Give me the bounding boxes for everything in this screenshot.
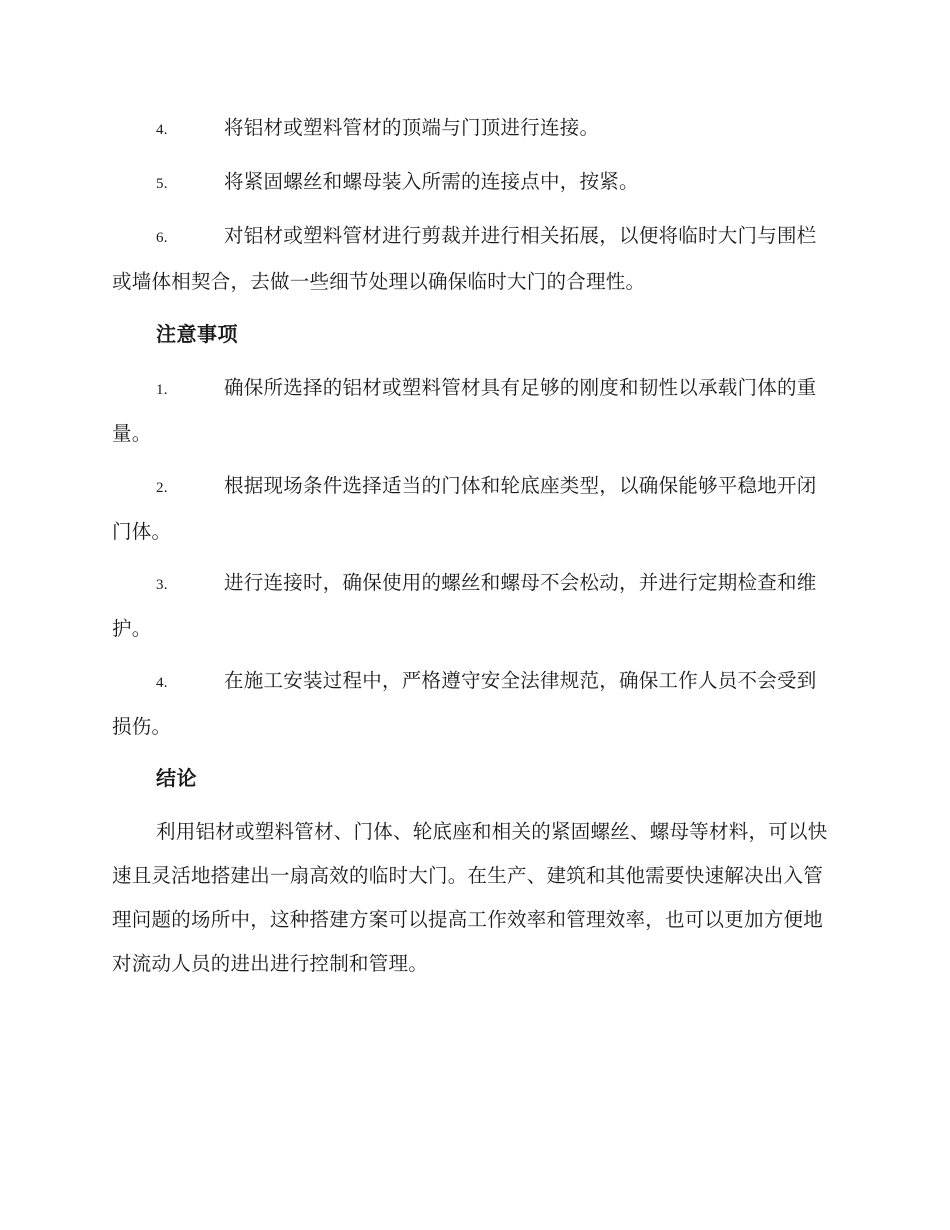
- note-number: 2.: [156, 480, 168, 496]
- step-text: 将紧固螺丝和螺母装入所需的连接点中，按紧。: [224, 170, 639, 193]
- note-text: 在施工安装过程中，严格遵守安全法律规范，确保工作人员不会受到损伤。: [112, 669, 817, 738]
- step-text: 对铝材或塑料管材进行剪裁并进行相关拓展，以便将临时大门与围栏或墙体相契合，去做一些细节处理以确保临时大门的合理性。: [112, 224, 817, 293]
- note-number: 1.: [156, 382, 168, 398]
- note-number: 4.: [156, 675, 168, 691]
- step-item-5: [112, 160, 834, 206]
- note-item-1: [112, 366, 834, 456]
- step-number: 6.: [156, 230, 168, 246]
- step-text: 将铝材或塑料管材的顶端与门顶进行连接。: [224, 116, 600, 139]
- conclusion-heading: 结论: [156, 766, 197, 790]
- note-text: 进行连接时，确保使用的螺丝和螺母不会松动，并进行定期检查和维护。: [112, 571, 817, 640]
- step-number: 4.: [156, 122, 168, 138]
- note-item-3: [112, 561, 834, 651]
- step-item-6: [112, 214, 834, 304]
- step-number: 5.: [156, 176, 168, 192]
- step-item-4: [112, 106, 834, 152]
- note-number: 3.: [156, 577, 168, 593]
- note-item-2: [112, 464, 834, 554]
- note-text: 根据现场条件选择适当的门体和轮底座类型，以确保能够平稳地开闭门体。: [112, 474, 817, 543]
- note-item-4: [112, 659, 834, 749]
- conclusion-paragraph: 利用铝材或塑料管材、门体、轮底座和相关的紧固螺丝、螺母等材料，可以快速且灵活地搭建出一扇高效的临时大门。在生产、建筑和其他需要快速解决出入管理问题的场所中，这种搭建方案可以提高工作效率和管理效率，也可以更加方便地对流动人员的进出进行控制和管理。: [112, 820, 828, 975]
- note-text: 确保所选择的铝材或塑料管材具有足够的刚度和韧性以承载门体的重量。: [112, 376, 817, 445]
- notes-heading: 注意事项: [156, 322, 238, 346]
